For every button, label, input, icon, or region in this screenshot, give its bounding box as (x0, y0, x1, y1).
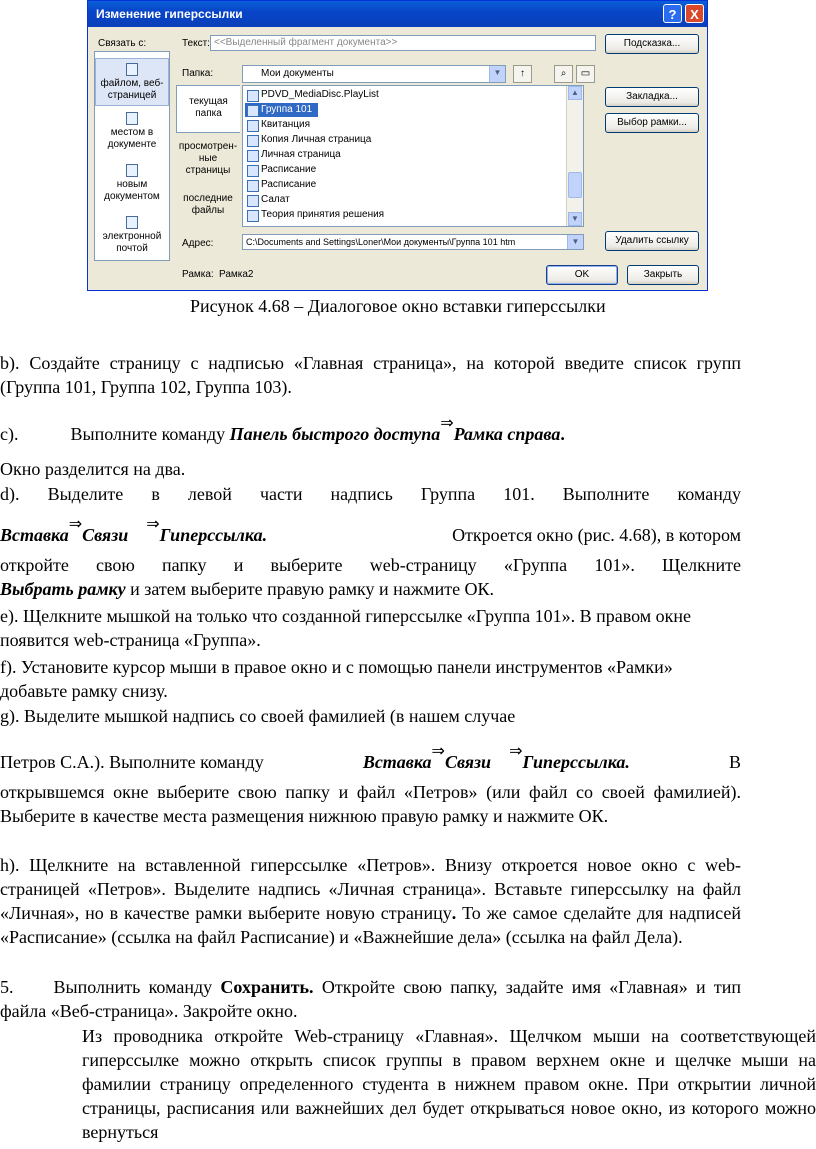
scroll-down-icon[interactable]: ▼ (568, 212, 582, 226)
step-d-word: Выполните (562, 484, 650, 504)
tab-browsed-pages[interactable]: просмотрен-ные страницы (178, 141, 238, 176)
step-g-line-2 (0, 741, 741, 773)
step-d-bold-4: Выбрать рамку (0, 579, 126, 599)
up-folder-icon[interactable]: ↑ (513, 65, 532, 83)
step-g-pre: Петров С.А.). Выполните команду (0, 752, 264, 772)
step-g-bold-2: Связи (444, 752, 492, 772)
step-d-word: 101. (503, 484, 535, 504)
step-d-word: Группа (420, 484, 476, 504)
frame-label: Рамка: (182, 269, 214, 280)
step-5 (0, 975, 741, 1023)
step-c-bold-2: Рамка справа (453, 424, 561, 444)
step-g-bold-3: Гиперссылка. (522, 752, 630, 772)
dialog-titlebar[interactable] (88, 1, 707, 27)
bookmark-button[interactable]: Закладка... (605, 87, 699, 107)
file-list-item[interactable]: Расписание (245, 163, 322, 177)
step-5-number: 5. (0, 977, 14, 997)
hyperlink-dialog (87, 0, 708, 291)
step-c-command: Выполните команду (70, 424, 226, 444)
step-h-dot: . (451, 903, 457, 923)
link-to-file-label: файлом, веб-страницей (100, 78, 164, 101)
step-f: f). Установите курсор мыши в правое окно и с помощью панели инструментов «Рамки» добавьте рамку снизу. (0, 657, 673, 701)
step-d-word: части (259, 484, 303, 504)
link-to-new-label: новым документом (104, 179, 160, 202)
step-c-dot: . (560, 424, 565, 444)
step-d-word: левой (187, 484, 232, 504)
step-d-word: надпись (330, 484, 393, 504)
folder-label: Папка: (182, 68, 214, 79)
step-5-pre: Выполнить команду (53, 977, 213, 997)
step-d-bold-2: Связи (82, 525, 129, 545)
tab-current-folder[interactable]: текущая папка (176, 85, 240, 133)
text-input[interactable]: <<Выделенный фрагмент документа>> (210, 35, 596, 51)
chevron-down-icon[interactable]: ▼ (489, 66, 505, 82)
step-d-word: в (151, 484, 160, 504)
file-list-item[interactable]: Теория принятия решения (245, 208, 390, 222)
select-frame-button[interactable]: Выбор рамки... (605, 113, 699, 133)
step-5-bold: Сохранить. (220, 977, 314, 997)
step-d-line-3: откройте свою папку и выберите web-страницу «Группа 101». Щелкните (0, 555, 741, 575)
step-e: e). Щелкните мышкой на только что созданной гиперссылке «Группа 101». В правом окне появится web-страница «Группа». (0, 606, 692, 650)
step-d-word: команду (677, 484, 741, 504)
step-h (0, 853, 741, 949)
arrow-icon: ⇒ (431, 741, 445, 760)
file-list-item[interactable]: Салат (245, 193, 296, 207)
step-g-rest: открывшемся окне выберите свою папку и файл «Петров» (или файл со своей фамилией). Выберите в качестве места размещения нижнюю правую рамку и нажмите ОК. (0, 782, 741, 826)
step-h-main: h). Щелкните на вставленной гиперссылке «Петров». Внизу откроется новое окно с web-страницей «Петров». Выделите надпись «Личная страница». Вставьте гиперссылку на файл «Личная», но в качестве рамки выберите новую страницу (0, 855, 741, 923)
step-d-line-2-rest: Откроется окно (рис. 4.68), в котором (452, 525, 741, 545)
link-to-email[interactable] (95, 216, 169, 260)
arrow-icon: ⇒ (68, 514, 83, 533)
step-c-number: c). (0, 424, 19, 444)
file-list-item[interactable]: Квитанция (245, 118, 316, 132)
file-list-scrollbar[interactable] (566, 86, 583, 226)
step-b: b). Создайте страницу с надписью «Главная страница», на которой введите список групп (Группа 101, Группа 102, Группа 103). (0, 353, 741, 397)
browse-file-icon[interactable]: ▭ (576, 65, 595, 83)
dialog-title: Изменение гиперссылки (96, 7, 243, 21)
ok-button[interactable]: OK (546, 265, 618, 285)
step-5-rest: Откройте свою папку, задайте имя «Главная» и тип файла «Веб-страница». Закройте окно. (0, 977, 741, 1021)
arrow-icon: ⇒ (440, 413, 454, 432)
scroll-thumb[interactable] (568, 172, 582, 198)
link-to-label: Связать с: (98, 38, 147, 49)
step-d-bold-3: Гиперссылка. (159, 525, 268, 545)
address-input[interactable] (242, 234, 584, 250)
scroll-up-icon[interactable]: ▲ (568, 86, 582, 100)
close-window-button[interactable]: X (685, 4, 704, 23)
step-g-bold-1: Вставка (362, 752, 432, 772)
sub-tabs (176, 85, 240, 235)
file-list[interactable] (242, 85, 584, 227)
step-d-bold-1: Вставка (0, 525, 69, 545)
link-to-email-label: электронной почтой (102, 231, 162, 254)
step-g-post: В (728, 752, 741, 772)
step-d-line-4 (0, 579, 741, 600)
chevron-down-icon[interactable]: ▼ (567, 235, 583, 249)
search-web-icon[interactable]: ⌕ (554, 65, 573, 83)
new-document-icon (126, 164, 138, 177)
step-c-bold-1: Панель быстрого доступа (229, 424, 441, 444)
arrow-icon: ⇒ (146, 514, 160, 533)
hint-button[interactable]: Подсказка... (605, 34, 699, 54)
link-to-place-label: местом в документе (107, 127, 157, 150)
step-c (0, 413, 741, 445)
step-d-line-2 (0, 514, 741, 546)
step-d-word: d). (0, 484, 20, 504)
step-c2: Окно разделится на два. (0, 459, 186, 479)
frame-value: Рамка2 (219, 269, 254, 280)
address-label: Адрес: (182, 238, 214, 249)
link-to-new-document[interactable] (95, 164, 169, 210)
step-g-line-1: g). Выделите мышкой надпись со своей фамилией (в нашем случае (0, 706, 516, 726)
step-d-word: Выделите (47, 484, 124, 504)
folder-value: Мои документы (261, 68, 334, 79)
file-list-item[interactable]: Копия Личная страница (245, 133, 377, 147)
file-list-item[interactable]: Расписание (245, 178, 322, 192)
email-icon (126, 216, 138, 229)
file-list-item[interactable]: Личная страница (245, 148, 347, 162)
address-value: C:\Documents and Settings\Loner\Мои документы\Группа 101 htm (246, 237, 516, 247)
figure-caption: Рисунок 4.68 – Диалоговое окно вставки гиперссылки (190, 296, 606, 316)
file-list-item[interactable]: PDVD_MediaDisc.PlayList (245, 88, 385, 102)
link-to-place-in-document[interactable] (95, 112, 169, 158)
folder-select[interactable] (242, 65, 506, 83)
step-d-line-1 (0, 484, 741, 505)
remove-link-button[interactable]: Удалить ссылку (605, 231, 699, 251)
tab-recent-files[interactable]: последние файлы (183, 193, 233, 216)
final-paragraph: Из проводника откройте Web-страницу «Главная». Щелчком мыши на соответствующей гиперссылке можно открыть список группы в правом верхнем окне и щелчке мыши на фамилии страницу определенного студента в нижнем правом окне. При открытии личной страницы, расписания или важнейших дел будет открываться новое окно, из которого можно вернуться (82, 1026, 816, 1142)
help-button[interactable]: ? (663, 4, 682, 23)
step-h-rest: То же самое сделайте для надписей «Расписание» (ссылка на файл Расписание) и «Важнейшие дела» (ссылка на файл Дела). (0, 903, 741, 947)
web-page-icon (126, 63, 138, 76)
close-button[interactable]: Закрыть (627, 265, 699, 285)
step-d-line-4-rest: и затем выберите правую рамку и нажмите ОК. (125, 579, 495, 599)
file-list-item[interactable]: Группа 101 (245, 103, 318, 117)
arrow-icon: ⇒ (509, 741, 523, 760)
text-label: Текст: (182, 38, 210, 49)
link-to-file-web-page[interactable] (95, 58, 169, 106)
document-place-icon (126, 112, 138, 125)
link-to-bar (94, 51, 170, 261)
